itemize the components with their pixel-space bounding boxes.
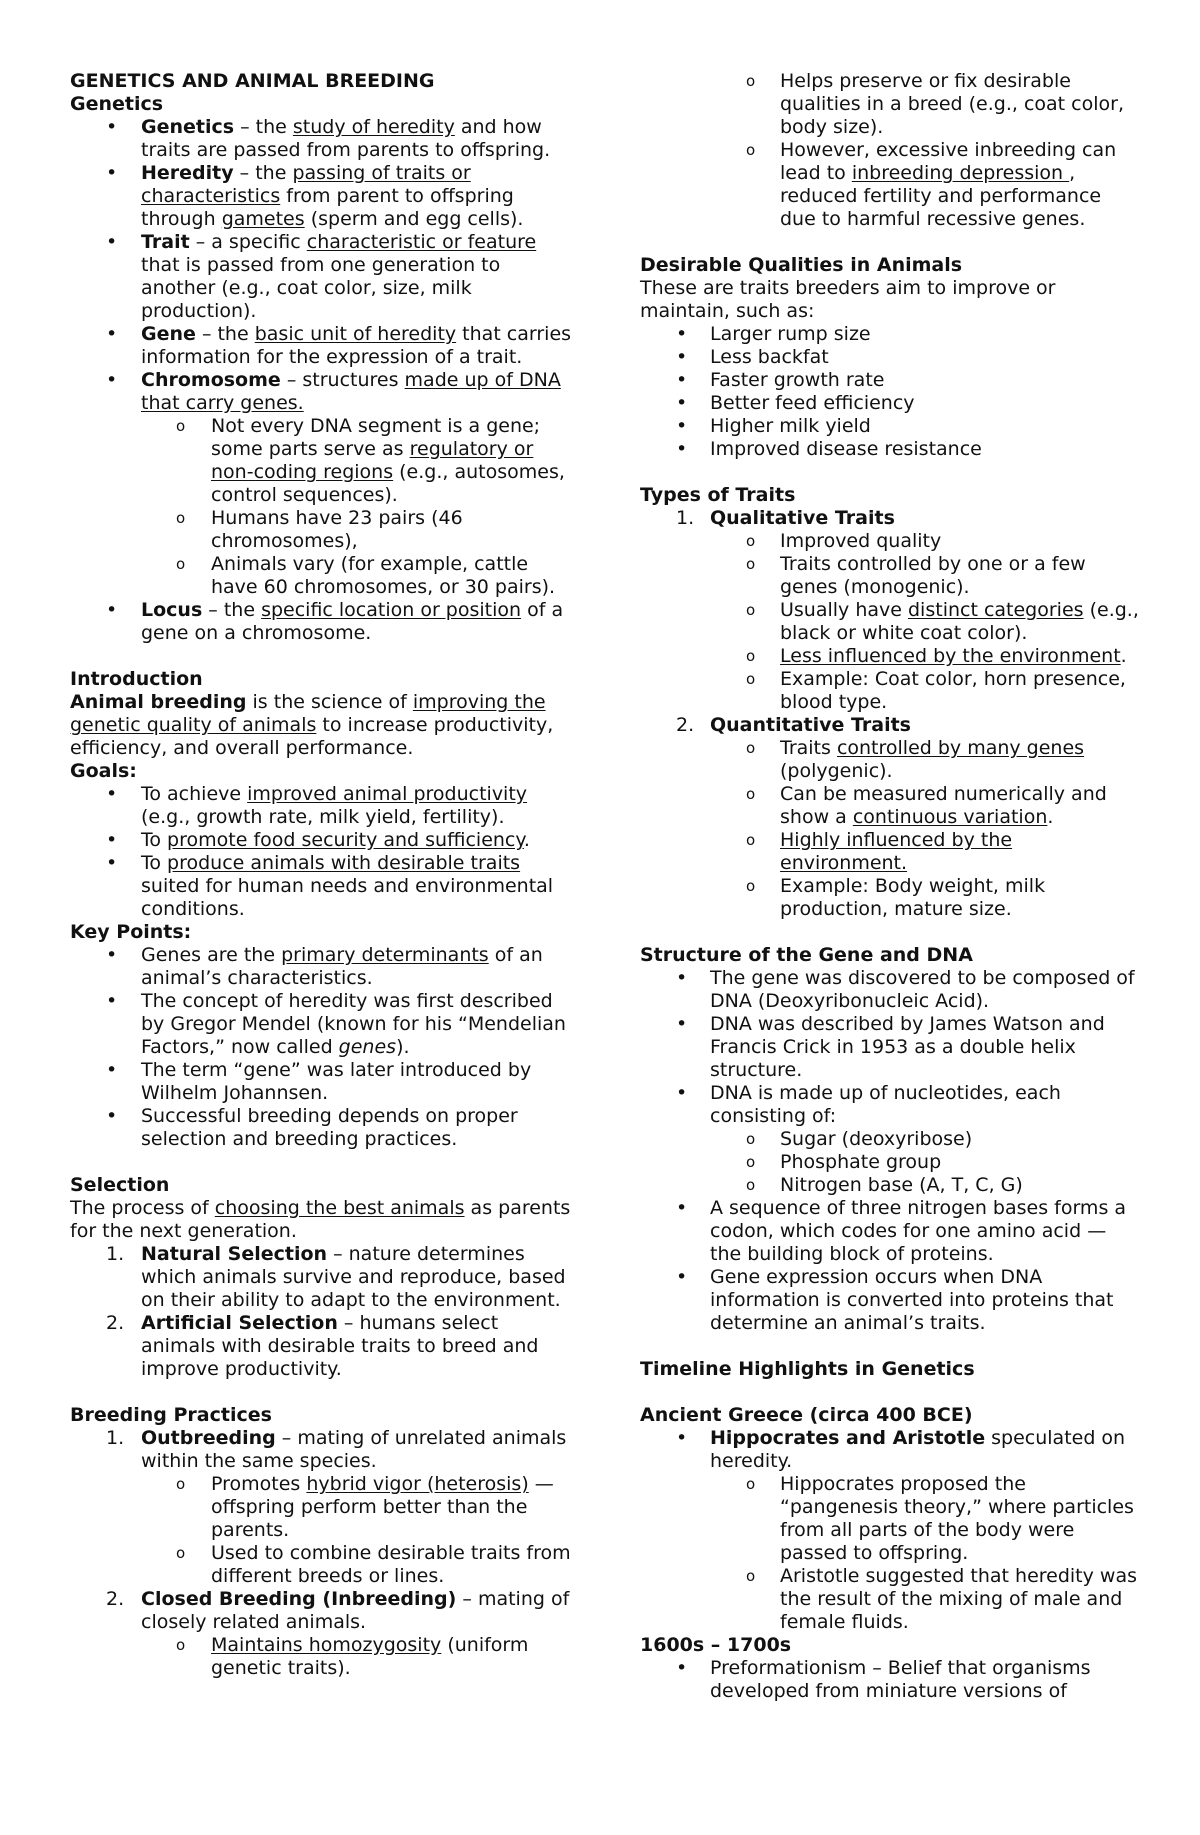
list-item: • Chromosome – structures made up of DNA that carry genes.: [106, 369, 561, 414]
text-run: .: [523, 829, 530, 851]
bullet-icon: •: [676, 967, 688, 989]
text-run: (e.g., growth rate, milk yield, fertility).: [141, 806, 505, 828]
text-run: – nature determines which animals survive and reproduce, based on their ability to adapt to the environment.: [141, 1243, 566, 1311]
sub-bullet-icon: o: [176, 1636, 186, 1654]
document-title: GENETICS AND ANIMAL BREEDING: [70, 70, 435, 92]
sub-list-item: [70, 1542, 575, 1588]
list-item: • Faster growth rate: [676, 369, 885, 391]
sub-bullet-icon: o: [746, 785, 756, 803]
sub-list-item: o Sugar (deoxyribose): [746, 1128, 973, 1150]
sub-list-item: [640, 829, 1140, 875]
list-item: [70, 1059, 575, 1105]
text-run: hybrid vigor (heterosis): [306, 1473, 529, 1495]
text-run: Can be measured numerically and show a: [780, 783, 1107, 828]
bullet-icon: •: [676, 323, 688, 345]
text-run: Less influenced by the environment: [780, 645, 1121, 667]
sub-list-item: [70, 415, 575, 507]
text-run: of an animal’s characteristics.: [141, 944, 543, 989]
list-item: • Larger rump size: [676, 323, 871, 345]
list-item: [70, 1312, 575, 1381]
text-run: To achieve: [141, 783, 248, 805]
list-item: [70, 852, 575, 921]
bullet-icon: •: [676, 438, 688, 460]
sub-list-item: o Nitrogen base (A, T, C, G): [746, 1174, 1023, 1196]
list-item: • Less backfat: [676, 346, 829, 368]
list-item: [70, 990, 575, 1059]
list-item: • A sequence of three nitrogen bases forms a codon, which codes for one amino acid — the building block of proteins.: [676, 1197, 1127, 1265]
types-of-traits-heading: Types of Traits: [640, 484, 796, 506]
list-item: 2. Quantitative Traits: [676, 714, 911, 736]
sub-bullet-icon: o: [176, 555, 186, 573]
list-item: • DNA was described by James Watson and Francis Crick in 1953 as a double helix structure.: [676, 1013, 1105, 1081]
bullet-icon: •: [676, 1266, 688, 1288]
sub-list-item: [640, 1565, 1140, 1634]
text-run: made up of DNA that carry genes.: [141, 369, 561, 414]
text-run: to increase productivity, efficiency, and overall performance.: [70, 714, 554, 759]
text-run: To: [141, 852, 168, 874]
text-run: speculated on heredity.: [710, 1427, 1126, 1472]
text-run: Animal breeding: [70, 691, 247, 713]
text-run: as parents for the next generation.: [70, 1197, 571, 1242]
text-run: The process of: [70, 1197, 215, 1219]
timeline-heading: Timeline Highlights in Genetics: [640, 1358, 975, 1380]
bullet-icon: •: [106, 829, 118, 851]
text-run: Hippocrates and Aristotle: [710, 1427, 986, 1449]
text-run: inbreeding depression: [851, 162, 1070, 184]
list-item: [70, 944, 575, 990]
sub-list-item: [640, 553, 1140, 599]
bullet-icon: •: [106, 599, 118, 621]
text-run: Hippocrates proposed the “pangenesis theory,” where particles from all parts of the body were passed to offspring.: [780, 1473, 1134, 1564]
list-item: [70, 1243, 575, 1312]
text-run: regulatory or non-coding regions: [211, 438, 534, 483]
sub-list-item: [640, 599, 1140, 645]
text-run: improved animal productivity: [247, 783, 528, 805]
bullet-icon: •: [676, 1657, 688, 1679]
text-run: (e.g., black or white coat color).: [780, 599, 1139, 644]
breeding-practices-heading: Breeding Practices: [70, 1404, 272, 1426]
text-run: – mating of closely related animals.: [141, 1588, 570, 1633]
text-run: specific location or position: [261, 599, 522, 621]
bullet-icon: •: [106, 162, 118, 184]
text-run: and how traits are passed from parents to offspring.: [141, 116, 551, 161]
text-run: Traits controlled by one or a few genes (monogenic).: [780, 553, 1086, 598]
bullet-icon: •: [676, 1082, 688, 1104]
bullet-icon: •: [106, 852, 118, 874]
bullet-icon: •: [106, 1105, 118, 1127]
text-run: – humans select animals with desirable traits to breed and improve productivity.: [141, 1312, 539, 1380]
bullet-icon: •: [676, 1197, 688, 1219]
sub-bullet-icon: o: [176, 1475, 186, 1493]
text-run: Animals vary (for example, cattle have 60 chromosomes, or 30 pairs).: [211, 553, 556, 598]
text-run: – mating of unrelated animals within the same species.: [141, 1427, 567, 1472]
list-item: • Improved disease resistance: [676, 438, 982, 460]
bullet-icon: •: [106, 369, 118, 391]
list-item: [70, 783, 575, 829]
sub-list-item: [640, 1473, 1140, 1565]
left-column: [70, 70, 575, 1703]
list-item: • Trait – a specific characteristic or feature that is passed from one generation to another (e.g., coat color, size, milk production).: [106, 231, 537, 322]
list-item: • Higher milk yield: [676, 415, 871, 437]
text-run: characteristic or feature: [306, 231, 537, 253]
list-item: • The gene was discovered to be composed of DNA (Deoxyribonucleic Acid).: [676, 967, 1135, 1012]
sub-list-item: [640, 645, 1140, 668]
bullet-icon: •: [106, 783, 118, 805]
sub-bullet-icon: o: [746, 647, 756, 665]
sub-bullet-icon: o: [746, 1475, 756, 1493]
list-number: 1.: [676, 507, 695, 529]
text-run: is the science of: [246, 691, 413, 713]
sub-bullet-icon: o: [176, 417, 186, 435]
sub-bullet-icon: o: [746, 601, 756, 619]
text-run: Promotes: [211, 1473, 307, 1495]
text-run: primary determinants: [281, 944, 489, 966]
text-run: (uniform genetic traits).: [211, 1634, 529, 1679]
sub-bullet-icon: o: [746, 555, 756, 573]
sub-list-item: [70, 507, 575, 553]
sub-list-item: [640, 530, 1140, 553]
ancient-greece-heading: Ancient Greece (circa 400 BCE): [640, 1404, 973, 1426]
text-run: .: [1120, 645, 1127, 667]
text-run: Closed Breeding (Inbreeding): [141, 1588, 457, 1610]
sub-list-item: [640, 875, 1140, 921]
text-run: that is passed from one generation to another (e.g., coat color, size, milk production).: [141, 254, 501, 322]
list-item: • Gene – the basic unit of heredity that carries information for the expression of a trait.: [106, 323, 572, 368]
list-item: • DNA is made up of nucleotides, each consisting of:: [676, 1082, 1061, 1127]
goals-heading: Goals:: [70, 760, 137, 782]
sub-bullet-icon: o: [746, 831, 756, 849]
text-run: continuous variation: [852, 806, 1048, 828]
text-run: Helps preserve or fix desirable qualities in a breed (e.g., coat color, body size).: [780, 70, 1124, 138]
text-run: controlled by many genes: [836, 737, 1085, 759]
sub-list-item: [640, 783, 1140, 829]
list-item: • Gene expression occurs when DNA information is converted into proteins that determine an animal’s traits.: [676, 1266, 1114, 1334]
sub-bullet-icon: o: [746, 670, 756, 688]
text-run: Example: Coat color, horn presence, blood type.: [780, 668, 1126, 713]
text-run: – the: [202, 599, 262, 621]
sub-list-item: [640, 737, 1140, 783]
list-number: 2.: [106, 1588, 125, 1610]
text-run: – the: [234, 116, 293, 138]
text-run: gametes: [221, 208, 305, 230]
text-run: Genes are the: [141, 944, 282, 966]
bullet-icon: •: [676, 1013, 688, 1035]
sub-bullet-icon: o: [746, 1567, 756, 1585]
text-run: ).: [396, 1036, 410, 1058]
desirable-qualities-heading: Desirable Qualities in Animals: [640, 254, 963, 276]
list-item: • Locus – the specific location or position of a gene on a chromosome.: [106, 599, 564, 644]
text-run: suited for human needs and environmental conditions.: [141, 875, 554, 920]
key-points-heading: Key Points:: [70, 921, 192, 943]
bullet-icon: •: [106, 1059, 118, 1081]
text-run: from parent to offspring through: [141, 185, 514, 230]
text-run: – the: [233, 162, 293, 184]
sub-list-item: [640, 70, 1140, 139]
sub-bullet-icon: o: [746, 739, 756, 757]
sub-list-item: [70, 553, 575, 599]
bullet-icon: •: [676, 415, 688, 437]
text-run: (polygenic).: [780, 760, 893, 782]
era-heading: 1600s – 1700s: [640, 1634, 792, 1656]
introduction-heading: Introduction: [70, 668, 203, 690]
desirable-paragraph: These are traits breeders aim to improve or maintain, such as:: [640, 277, 1056, 322]
text-run: Traits: [780, 737, 837, 759]
text-run: that carries information for the expression of a trait.: [141, 323, 572, 368]
sub-bullet-icon: o: [746, 532, 756, 550]
structure-heading: Structure of the Gene and DNA: [640, 944, 973, 966]
list-item: • Better feed efficiency: [676, 392, 915, 414]
text-run: The term “gene” was later introduced by Wilhelm Johannsen.: [141, 1059, 532, 1104]
sub-list-item: o Phosphate group: [746, 1151, 942, 1173]
text-run: Humans have 23 pairs (46 chromosomes),: [211, 507, 463, 552]
text-run: improving the genetic quality of animals: [70, 691, 546, 736]
text-run: Successful breeding depends on proper selection and breeding practices.: [141, 1105, 518, 1150]
text-run: genes: [338, 1036, 397, 1058]
text-run: produce animals with desirable traits: [167, 852, 521, 874]
text-run: – structures: [280, 369, 405, 391]
text-run: Example: Body weight, milk production, mature size.: [780, 875, 1046, 920]
text-run: .: [1047, 806, 1054, 828]
list-item: • Genetics – the study of heredity and how traits are passed from parents to offspring.: [106, 116, 551, 161]
list-item: [70, 1105, 575, 1151]
text-run: – the: [195, 323, 255, 345]
text-run: Aristotle suggested that heredity was the result of the mixing of male and female fluids.: [780, 1565, 1138, 1633]
text-run: passing of traits or characteristics: [141, 162, 471, 207]
bullet-icon: •: [676, 1427, 688, 1449]
text-run: promote food security and sufficiency: [167, 829, 524, 851]
text-run: Outbreeding: [141, 1427, 276, 1449]
selection-paragraph: [70, 1197, 575, 1243]
bullet-icon: •: [676, 346, 688, 368]
bullet-icon: •: [676, 392, 688, 414]
sub-bullet-icon: o: [746, 877, 756, 895]
text-run: Preformationism – Belief that organisms developed from miniature versions of: [710, 1657, 1091, 1702]
sub-bullet-icon: o: [746, 1130, 756, 1148]
bullet-icon: •: [106, 323, 118, 345]
text-run: Improved quality: [780, 530, 942, 552]
bullet-icon: •: [676, 369, 688, 391]
text-run: Usually have: [780, 599, 908, 621]
list-item: [70, 1588, 575, 1634]
text-run: study of heredity: [292, 116, 455, 138]
list-number: 1.: [106, 1427, 125, 1449]
sub-bullet-icon: o: [746, 1176, 756, 1194]
text-run: Not every DNA segment is a gene; some parts serve as: [211, 415, 541, 460]
sub-list-item: [640, 139, 1140, 231]
text-run: of a gene on a chromosome.: [141, 599, 564, 644]
text-run: Highly influenced by the environment.: [780, 829, 1013, 874]
list-number: 2.: [106, 1312, 125, 1334]
sub-bullet-icon: o: [176, 1544, 186, 1562]
text-run: Maintains homozygosity: [211, 1634, 442, 1656]
sub-list-item: [70, 1634, 575, 1680]
bullet-icon: •: [106, 116, 118, 138]
list-item: [640, 1657, 1140, 1703]
text-run: distinct categories: [908, 599, 1084, 621]
genetics-heading: Genetics: [70, 93, 164, 115]
bullet-icon: •: [106, 990, 118, 1012]
bullet-icon: •: [106, 231, 118, 253]
bullet-icon: •: [106, 944, 118, 966]
list-item: [640, 1427, 1140, 1473]
text-run: To: [141, 829, 168, 851]
text-run: However, excessive inbreeding can lead to: [780, 139, 1117, 184]
selection-heading: Selection: [70, 1174, 170, 1196]
text-run: The concept of heredity was first described by Gregor Mendel (known for his “Mendelian Factors,” now called: [141, 990, 566, 1058]
text-run: choosing the best animals: [214, 1197, 465, 1219]
list-item: [70, 1427, 575, 1473]
sub-list-item: [640, 668, 1140, 714]
sub-bullet-icon: o: [746, 72, 756, 90]
text-run: , reduced fertility and performance due to harmful recessive genes.: [780, 162, 1102, 230]
list-number: 1.: [106, 1243, 125, 1265]
text-run: — offspring perform better than the parents.: [211, 1473, 554, 1541]
list-item: [70, 829, 575, 852]
introduction-paragraph: [70, 691, 575, 760]
sub-list-item: [70, 1473, 575, 1542]
sub-bullet-icon: o: [746, 1153, 756, 1171]
list-number: 2.: [676, 714, 695, 736]
text-run: Used to combine desirable traits from different breeds or lines.: [211, 1542, 571, 1587]
list-item: • Heredity – the passing of traits or characteristics from parent to offspring through gametes (sperm and egg cells).: [106, 162, 524, 230]
text-run: basic unit of heredity: [254, 323, 457, 345]
text-run: Natural Selection: [141, 1243, 328, 1265]
list-item: 1. Qualitative Traits: [676, 507, 895, 529]
sub-bullet-icon: o: [746, 141, 756, 159]
sub-bullet-icon: o: [176, 509, 186, 527]
text-run: Artificial Selection: [141, 1312, 338, 1334]
text-run: (sperm and egg cells).: [304, 208, 524, 230]
right-column: [640, 70, 1140, 1703]
text-run: – a specific: [189, 231, 307, 253]
text-run: (e.g., autosomes, control sequences).: [211, 461, 565, 506]
